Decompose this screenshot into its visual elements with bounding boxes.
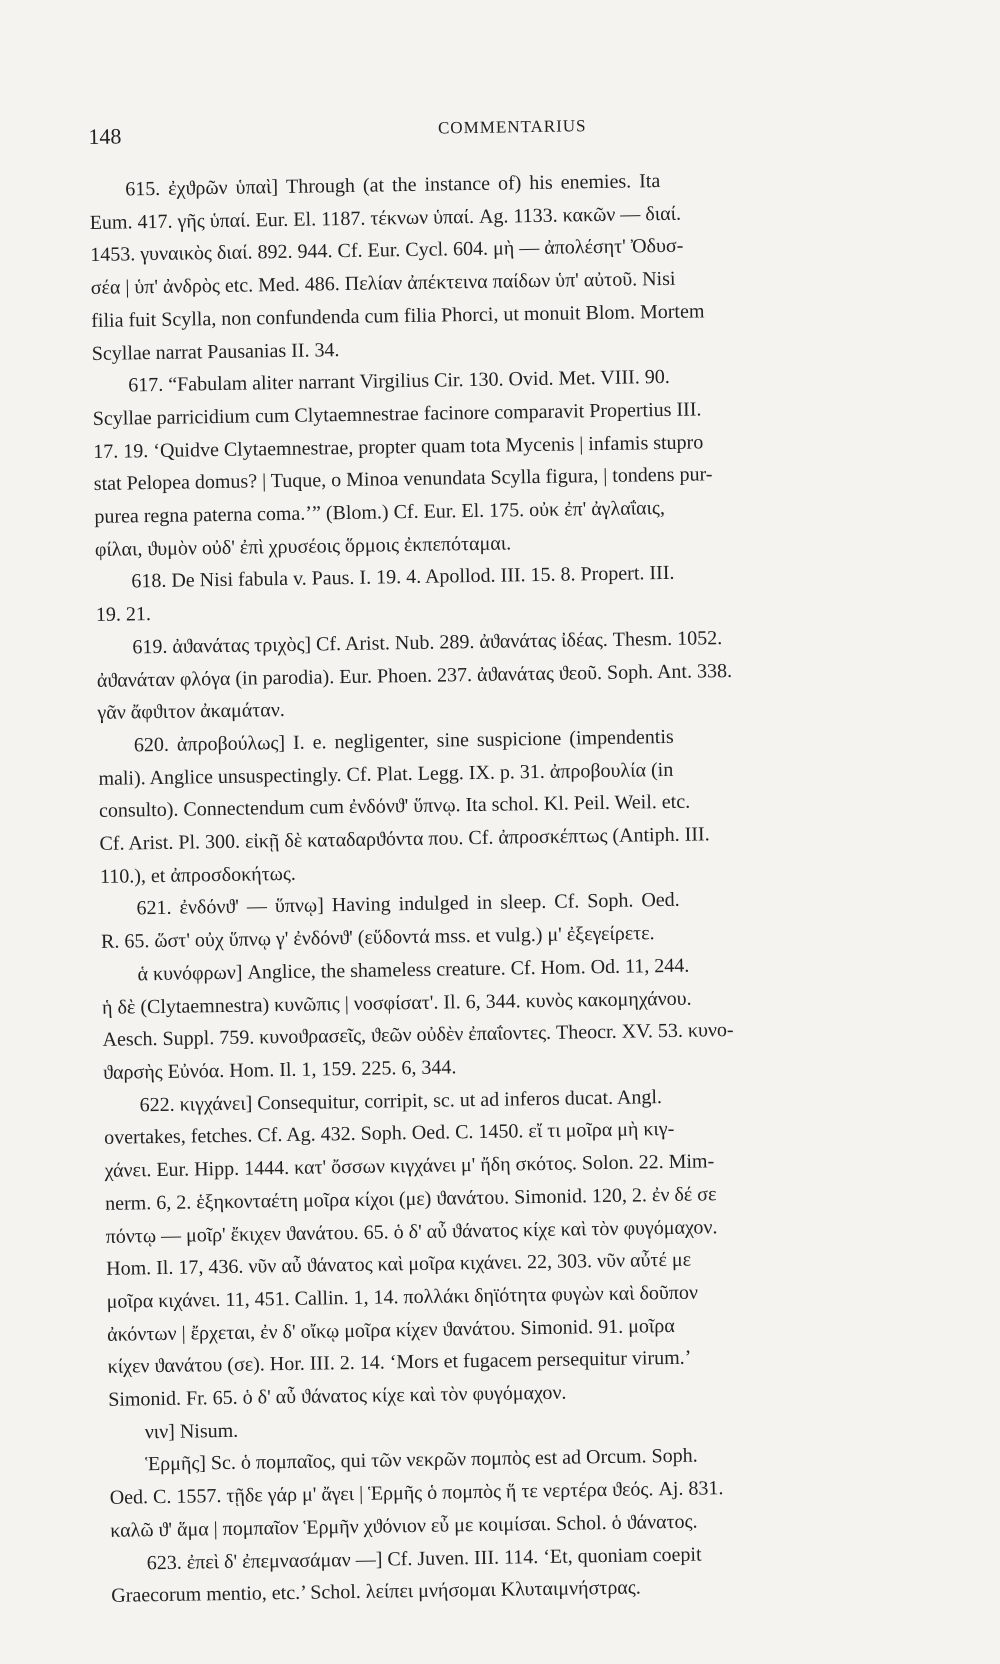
text-line: κίχεν ϑανάτου (σε). Hor. III. 2. 14. ‘Mors et fugacem persequitur virum.’	[107, 1346, 692, 1379]
book-page	[88, 99, 959, 1613]
text-line: 1453. γυναικὸς διαί. 892. 944. Cf. Eur. Cycl. 604. μὴ — ἀπολέσητ' Ὀδυσ-	[90, 235, 684, 267]
text-line: Cf. Arist. Pl. 300. εἰκῇ δὲ καταδαρϑόντα που. Cf. ἀπροσκέπτως (Antiph. III.	[99, 823, 710, 855]
text-line: 615. ἐχϑρῶν ὑπαὶ] Through (at the instance of) his enemies. Ita	[125, 170, 661, 201]
text-line: 623. ἐπεὶ δ' ἐπεμνασάμαν —] Cf. Juven. III. 114. ‘Et, quoniam coepit	[146, 1543, 702, 1574]
text-line: ἀκόντων | ἔρχεται, ἐν δ' οἴκῳ μοῖρα κίχεν ϑανάτου. Simonid. 91. μοῖρα	[107, 1314, 675, 1346]
text-line: consulto). Connectendum cum ἐνδόνϑ' ὕπνῳ. Ita schol. Kl. Peil. Weil. etc.	[98, 790, 691, 823]
text-line: 17. 19. ‘Quidve Clytaemnestrae, propter quam tota Mycenis | infamis stupro	[93, 431, 704, 463]
text-line: Hom. Il. 17, 436. νῦν αὖ ϑάνατος καὶ μοῖρα κιχάνει. 22, 303. νῦν αὖτέ με	[106, 1248, 692, 1281]
text-line: Scyllae parricidium cum Clytaemnestrae facinore comparavit Propertius III.	[92, 398, 702, 430]
text-line: filia fuit Scylla, non confundenda cum filia Phorci, ut monuit Blom. Mortem	[91, 300, 705, 332]
text-line: Aesch. Suppl. 759. κυνοϑρασεῖς, ϑεῶν οὐδὲν ἐπαΐοντες. Theocr. XV. 53. κυνο-	[102, 1019, 734, 1052]
text-line: 619. ἀϑανάτας τριχὸς] Cf. Arist. Nub. 289. ἀϑανάτας ἰδέας. Thesm. 1052.	[132, 626, 723, 659]
text-line: 620. ἀπροβούλως] I. e. negligenter, sine suspicione (impendentis	[133, 725, 674, 757]
text-line: 110.), et ἀπροσδοκήτως.	[99, 862, 296, 888]
text-line: ϑαρσὴς Εὐνόα. Hom. Il. 1, 159. 225. 6, 344.	[102, 1056, 457, 1084]
text-line: 621. ἐνδόνϑ' — ὕπνῳ] Having indulged in sleep. Cf. Soph. Oed.	[136, 889, 680, 920]
text-line: Ἑρμῆς] Sc. ὁ πομπαῖος, qui τῶν νεκρῶν πομπὸς est ad Orcum. Soph.	[145, 1445, 698, 1476]
page-number: 148	[88, 123, 122, 149]
text-line: Eum. 417. γῆς ὑπαί. Eur. El. 1187. τέκνων ὑπαί. Ag. 1133. κακῶν — διαί.	[89, 202, 682, 234]
text-line: 19. 21.	[95, 603, 152, 627]
text-line: mali). Anglice unsuspectingly. Cf. Plat. Legg. IX. p. 31. ἀπροβουλία (in	[98, 758, 674, 790]
text-line: μοῖρα κιχάνει. 11, 451. Callin. 1, 14. πολλάκι δηϊότητα φυγὼν καὶ δοῦπον	[106, 1281, 699, 1313]
text-line: 622. κιγχάνει] Consequitur, corripit, sc. ut ad inferos ducat. Angl.	[139, 1085, 663, 1116]
text-line: overtakes, fetches. Cf. Ag. 432. Soph. Oed. C. 1450. εἴ τι μοῖρα μὴ κιγ-	[103, 1118, 675, 1150]
text-line: Oed. C. 1557. τῇδε γάρ μ' ἄγει | Ἑρμῆς ὁ πομπὸς ἥ τε νερτέρα ϑεός. Aj. 831.	[109, 1477, 724, 1509]
text-line: νιν] Nisum.	[144, 1419, 239, 1443]
running-head: COMMENTARIUS	[437, 116, 587, 138]
text-line: φίλαι, ϑυμὸν οὐδ' ἐπὶ χρυσέοις ὅρμοις ἐκπεπόταμαι.	[94, 532, 512, 561]
text-line: Graecorum mentio, etc.’ Schol. λείπει μνήσομαι Κλυταιμνήστρας.	[111, 1576, 641, 1608]
text-line: σέα | ὑπ' ἀνδρὸς etc. Med. 486. Πελίαν ἀπέκτεινα παίδων ὑπ' αὐτοῦ. Nisi	[90, 267, 676, 300]
text-line: χάνει. Eur. Hipp. 1444. κατ' ὄσσων κιγχάνει μ' ἤδη σκότος. Solon. 22. Mim-	[104, 1150, 715, 1182]
text-line: Scyllae narrat Pausanias II. 34.	[91, 338, 340, 365]
text-line: πόντῳ — μοῖρ' ἔκιχεν ϑανάτου. 65. ὁ δ' αὖ ϑάνατος κίχε καὶ τὸν φυγόμαχον.	[105, 1215, 718, 1248]
text-line: nerm. 6, 2. ἑξηκονταέτη μοῖρα κίχοι (με) ϑανάτου. Simonid. 120, 2. ἐν δέ σε	[104, 1183, 717, 1215]
text-line: stat Pelopea domus? | Tuque, o Minoa venundata Scylla figura, | tondens pur-	[93, 463, 713, 496]
text-line: 618. De Nisi fabula v. Paus. I. 19. 4. Apollod. III. 15. 8. Propert. III.	[131, 562, 675, 593]
page-header	[88, 99, 937, 158]
text-line: purea regna paterna coma.’” (Blom.) Cf. Eur. El. 175. οὐκ ἐπ' ἀγλαΐαις,	[94, 497, 666, 528]
commentary-body	[89, 161, 959, 1613]
text-line: καλῶ ϑ' ἅμα | πομπαῖον Ἑρμῆν χϑόνιον εὖ με κοιμίσαι. Schol. ὁ ϑάνατος.	[110, 1510, 698, 1542]
text-line: Simonid. Fr. 65. ὁ δ' αὖ ϑάνατος κίχε καὶ τὸν φυγόμαχον.	[108, 1381, 567, 1411]
text-line: ἁ κυνόφρων] Anglice, the shameless creature. Cf. Hom. Od. 11, 244.	[137, 954, 690, 986]
text-line: 617. “Fabulam aliter narrant Virgilius Cir. 130. Ovid. Met. VIII. 90.	[128, 366, 670, 397]
text-line: γᾶν ἄφϑιτον ἀκαμάταν.	[97, 699, 285, 725]
text-line: ἀϑανάταν φλόγα (in parodia). Eur. Phoen. 237. ἀϑανάτας ϑεοῦ. Soph. Ant. 338.	[96, 659, 733, 692]
text-line: ἡ δὲ (Clytaemnestra) κυνῶπις | νοσφίσατ'. Il. 6, 344. κυνὸς κακομηχάνου.	[101, 987, 692, 1019]
text-line: R. 65. ὥστ' οὐχ ὕπνῳ γ' ἐνδόνϑ' (εὕδοντά mss. et vulg.) μ' ἐξεγείρετε.	[100, 922, 655, 954]
